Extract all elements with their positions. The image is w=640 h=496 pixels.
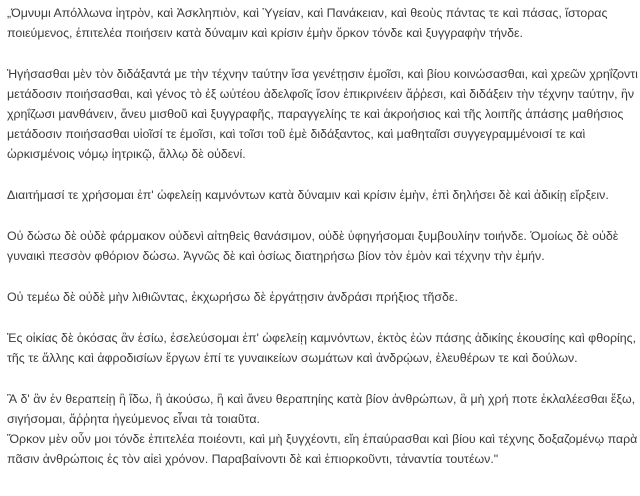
text-line: Οὐ δώσω δὲ οὐδὲ φάρμακον οὐδενὶ αἰτηθεὶς θανάσιμον, οὐδὲ ὑφηγήσομαι ξυμβουλίην τοιήνδε. Ὁμοίως δὲ οὐδὲ <box>7 229 619 243</box>
text-line: Ἐς οἰκίας δὲ ὁκόσας ἂν ἐσίω, ἐσελεύσομαι ἐπ' ὠφελείῃ καμνόντων, ἐκτὸς ἐὼν πάσης ἀδικίης ἑκουσίης καὶ φθορίης, <box>7 331 637 345</box>
text-line: „Όμνυμι Απόλλωνα ἰητρὸν, καὶ Ἀσκληπιὸν, καὶ Ὑγείαν, καὶ Πανάκειαν, καὶ θεοὺς πάντας τε καὶ πάσας, ἵστορας <box>7 6 608 20</box>
paragraph-invocation <box>7 3 636 43</box>
text-line: χρηΐζωσι μανθάνειν, ἄνευ μισθοῦ καὶ ξυγγραφῆς, παραγγελίης τε καὶ ἀκροήσιος καὶ τῆς λοιπῆς ἁπάσης μαθήσιος <box>7 107 624 121</box>
text-line: Οὐ τεμέω δὲ οὐδὲ μὴν λιθιῶντας, ἐκχωρήσω δὲ ἐργάτῃσιν ἀνδράσι πρήξιος τῆσδε. <box>7 290 458 304</box>
text-line: Διαιτήμασί τε χρήσομαι ἐπ' ὠφελείῃ καμνόντων κατὰ δύναμιν καὶ κρίσιν ἐμὴν, ἐπὶ δηλήσει δὲ καὶ ἀδικίῃ εἴρξειν. <box>7 188 609 202</box>
text-line: Ἡγήσασθαι μὲν τὸν διδάξαντά με τὴν τέχνην ταύτην ἴσα γενέτῃσιν ἐμοῖσι, καὶ βίου κοινώσασθαι, καὶ χρεῶν χρηΐζοντι <box>7 67 638 81</box>
paragraph-regimen <box>7 185 636 205</box>
text-line: μετάδοσιν ποιήσασθαι υἱοῖσί τε ἐμοῖσι, καὶ τοῖσι τοῦ ἐμὲ διδάξαντος, καὶ μαθηταῖσι συγγεγραμμένοισί τε καὶ <box>7 127 586 141</box>
text-line: Ὅρκον μὲν οὖν μοι τόνδε ἐπιτελέα ποιέοντι, καὶ μὴ ξυγχέοντι, εἴη ἐπαύρασθαι καὶ βίου καὶ τέχνης δοξαζομένῳ παρὰ <box>7 432 638 446</box>
paragraph-teacher <box>7 64 636 164</box>
paragraph-poison <box>7 226 636 266</box>
text-line: γυναικὶ πεσσὸν φθόριον δώσω. Ἁγνῶς δὲ καὶ ὁσίως διατηρήσω βίον τὸν ἐμὸν καὶ τέχνην τὴν ἐμήν. <box>7 249 545 263</box>
text-line: Ἃ δ' ἂν ἐν θεραπείῃ ἢ ἴδω, ἢ ἀκούσω, ἢ καὶ ἄνευ θεραπηίης κατὰ βίον ἀνθρώπων, ἃ μὴ χρή ποτε ἐκλαλέεσθαι ἔξω, <box>7 392 636 406</box>
text-line: ποιεύμενος, ἐπιτελέα ποιήσειν κατὰ δύναμιν καὶ κρίσιν ἐμὴν ὅρκον τόνδε καὶ ξυγγραφὴν τήνδε. <box>7 26 523 40</box>
text-line: τῆς τε ἄλλης καὶ ἀφροδισίων ἔργων ἐπί τε γυναικείων σωμάτων καὶ ἀνδρῴων, ἐλευθέρων τε καὶ δούλων. <box>7 351 578 365</box>
text-line: πᾶσιν ἀνθρώποις ἐς τὸν αἰεὶ χρόνον. Παραβαίνοντι δὲ καὶ ἐπιορκοῦντι, τἀναντία τουτέων." <box>7 452 499 466</box>
text-line: ὡρκισμένοις νόμῳ ἰητρικῷ, ἄλλῳ δὲ οὐδενί. <box>7 147 246 161</box>
text-line: μετάδοσιν ποιήσασθαι, καὶ γένος τὸ ἐξ ωὐτέου ἀδελφοῖς ἴσον ἐπικρινέειν ἄῤῥεσι, καὶ διδάξειν τὴν τέχνην ταύτην, ἢν <box>7 87 635 101</box>
paragraph-secrecy <box>7 389 636 469</box>
paragraph-surgery <box>7 287 636 307</box>
paragraph-houses <box>7 328 636 368</box>
text-line: σιγήσομαι, ἄῤῥητα ἡγεύμενος εἶναι τὰ τοιαῦτα. <box>7 412 260 426</box>
